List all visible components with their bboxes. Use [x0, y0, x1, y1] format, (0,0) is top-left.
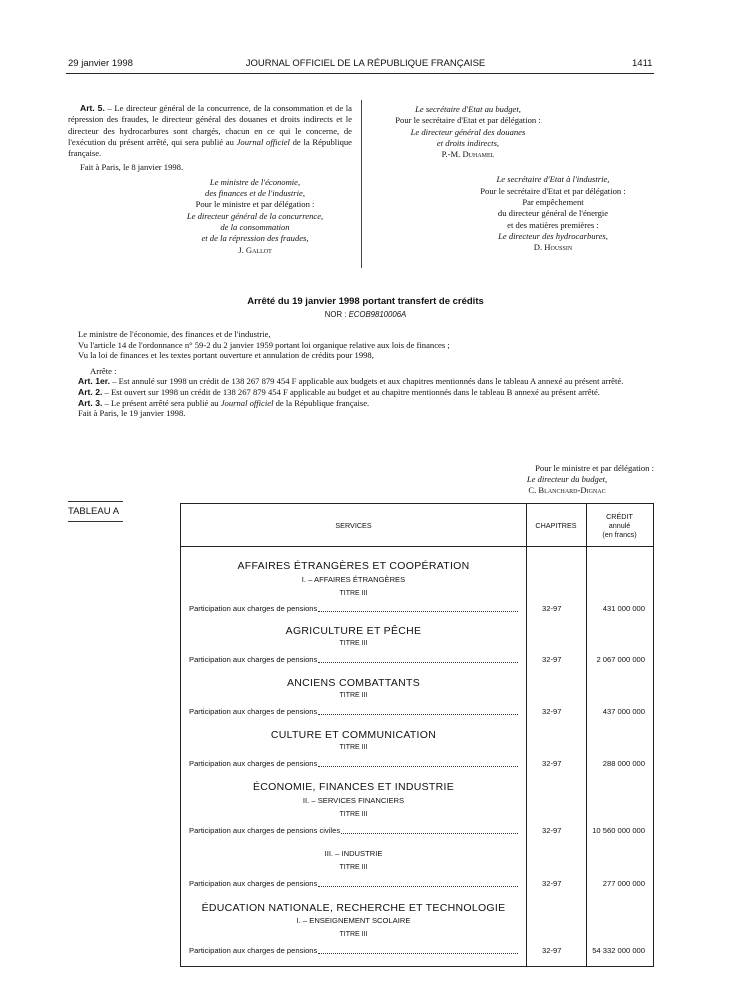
- art1-label: Art. 1er.: [78, 376, 111, 387]
- ministry-heading: ÉCONOMIE, FINANCES ET INDUSTRIE: [252, 781, 455, 793]
- art5-jo: Journal officiel: [236, 136, 290, 147]
- column-separator: [361, 100, 362, 268]
- table-row: [189, 707, 649, 718]
- row-leader-dots: [318, 766, 518, 767]
- table-row: [189, 655, 649, 666]
- left-sig-line-1: Le ministre de l'économie,: [209, 176, 301, 187]
- table-row: [189, 879, 649, 890]
- art2-paragraph: [78, 387, 654, 398]
- th-credit-3: (en francs): [602, 530, 637, 539]
- row-amount: 288 000 000: [602, 759, 645, 768]
- decree-nor: [0, 310, 731, 319]
- titre-heading: TITRE III: [339, 931, 368, 938]
- prev-decree-left-column: [68, 103, 352, 256]
- row-label: Participation aux charges de pensions: [189, 879, 318, 888]
- tableau-a: [180, 503, 654, 967]
- right-sig1-line-3: Le directeur général des douanes: [410, 126, 526, 137]
- table-row: [189, 604, 649, 615]
- row-label: Participation aux charges de pensions: [189, 604, 318, 613]
- sub-heading: I. – AFFAIRES ÉTRANGÈRES: [301, 575, 406, 584]
- right-sig1-line-4: et droits indirects,: [436, 137, 500, 148]
- header-divider: [181, 546, 653, 547]
- row-amount: 277 000 000: [602, 879, 645, 888]
- row-amount: 2 067 000 000: [596, 655, 645, 664]
- decree-fait: Fait à Paris, le 19 janvier 1998.: [78, 408, 186, 419]
- sub-heading: I. – ENSEIGNEMENT SCOLAIRE: [296, 916, 411, 925]
- row-amount: 10 560 000 000: [592, 826, 645, 835]
- row-leader-dots: [318, 714, 518, 715]
- th-credit: [586, 512, 653, 539]
- tableau-label: TABLEAU A: [68, 506, 120, 517]
- right-sig2-line-5: et des matières premières :: [507, 219, 599, 230]
- th-chapitres: CHAPITRES: [535, 521, 577, 530]
- art1-paragraph: [78, 376, 654, 387]
- tableau-label-rule-top: [68, 501, 123, 502]
- titre-heading: TITRE III: [339, 811, 368, 818]
- row-chapter: 32-97: [542, 826, 562, 835]
- row-leader-dots: [318, 886, 518, 887]
- art5-paragraph: [68, 103, 352, 159]
- decree-sig-line-2: Le directeur du budget,: [526, 474, 608, 484]
- titre-heading: TITRE III: [339, 640, 368, 647]
- th-credit-1: CRÉDIT: [606, 512, 633, 521]
- row-chapter: 32-97: [542, 655, 562, 664]
- art1-text: – Est annulé sur 1998 un crédit de 138 267 879 454 F applicable aux budgets et aux chapitres mentionnés dans le tableau A annexé au présent arrêté.: [110, 376, 624, 387]
- art3-end: de la République française.: [273, 397, 370, 408]
- nor-label: NOR :: [324, 310, 349, 319]
- ministry-heading: ÉDUCATION NATIONALE, RECHERCHE ET TECHNOLOGIE: [201, 902, 506, 914]
- th-services: SERVICES: [335, 521, 372, 530]
- tableau-label-rule-bottom: [68, 521, 123, 522]
- intro-line-1: Le ministre de l'économie, des finances et de l'industrie,: [78, 329, 271, 339]
- row-leader-dots: [318, 953, 518, 954]
- header-page: 1411: [632, 58, 653, 69]
- decree-sig-line-1: Pour le ministre et par délégation :: [535, 463, 654, 473]
- decree-signature: [400, 463, 654, 496]
- intro-line-2: Vu l'article 14 de l'ordonnance n° 59-2 du 2 janvier 1959 portant loi organique relative aux lois de finances ;: [78, 339, 450, 350]
- art5-label: Art. 5.: [80, 103, 105, 113]
- decree-sig-name: C. Blanchard-Dignac: [528, 485, 606, 495]
- left-signature-name: J. Gallot: [238, 244, 272, 255]
- titre-heading: TITRE III: [339, 864, 368, 871]
- row-label: Participation aux charges de pensions: [189, 946, 318, 955]
- row-leader-dots: [318, 611, 518, 612]
- row-leader-dots: [341, 833, 518, 834]
- left-signature: [158, 177, 352, 245]
- art2-text: – Est ouvert sur 1998 un crédit de 138 267 879 454 F applicable au budget et au chapitre mentionnés dans le tableau B annexé au présent arrêté.: [102, 386, 600, 397]
- art3-paragraph: [78, 398, 654, 409]
- header-date: 29 janvier 1998: [68, 58, 133, 69]
- titre-heading: TITRE III: [339, 692, 368, 699]
- table-row: [189, 946, 649, 957]
- left-sig-line-3: Pour le ministre et par délégation :: [195, 199, 315, 210]
- th-credit-2: annulé: [608, 521, 631, 530]
- left-sig-line-2: des finances et de l'industrie,: [205, 188, 305, 199]
- left-sig-line-6: et de la répression des fraudes,: [201, 233, 309, 244]
- row-amount: 54 332 000 000: [592, 946, 645, 955]
- ministry-heading: AGRICULTURE ET PÊCHE: [285, 625, 422, 637]
- ministry-heading: CULTURE ET COMMUNICATION: [270, 729, 437, 741]
- right-sig2-line-2: Pour le secrétaire d'Etat et par délégation :: [480, 185, 626, 196]
- header-rule: [66, 73, 654, 74]
- col-divider-credit: [586, 504, 587, 966]
- prev-decree-right-column: [368, 104, 658, 254]
- right-sig1-line-1: Le secrétaire d'Etat au budget,: [415, 104, 521, 114]
- right-sig2-line-3: Par empêchement: [522, 197, 584, 208]
- art5-text: – Le directeur général de la concurrence, de la consommation et de la répression des fraudes, le directeur général des douanes et droits indirects et le directeur des hydrocarbures sont chargés, chacun en ce qui le concerne, de l'exécution du présent arrêté, qui sera publié au: [68, 103, 352, 147]
- nor-code: ECOB9810006A: [348, 310, 407, 319]
- header-journal: JOURNAL OFFICIEL DE LA RÉPUBLIQUE FRANÇAISE: [245, 58, 486, 69]
- row-label: Participation aux charges de pensions: [189, 707, 318, 716]
- titre-heading: TITRE III: [339, 590, 368, 597]
- row-amount: 431 000 000: [602, 604, 645, 613]
- art2-label: Art. 2.: [78, 386, 103, 397]
- right-signature-name-1: P.-M. Duhamel: [441, 149, 495, 160]
- row-chapter: 32-97: [542, 946, 562, 955]
- arrete-label: Arrête :: [90, 365, 117, 376]
- row-amount: 437 000 000: [602, 707, 645, 716]
- col-divider-chapitres: [526, 504, 527, 966]
- right-sig2-line-4: du directeur général de l'énergie: [497, 208, 609, 219]
- row-chapter: 32-97: [542, 759, 562, 768]
- art3-jo: Journal officiel: [220, 397, 274, 408]
- right-signature-1: [368, 104, 568, 149]
- sub-heading: II. – SERVICES FINANCIERS: [302, 796, 405, 805]
- left-sig-line-5: de la consommation: [220, 221, 290, 232]
- art5-end: de la République française.: [68, 136, 352, 159]
- table-row: [189, 826, 649, 837]
- left-sig-line-4: Le directeur général de la concurrence,: [186, 210, 324, 221]
- prev-fait: Fait à Paris, le 8 janvier 1998.: [80, 162, 184, 173]
- ministry-heading: ANCIENS COMBATTANTS: [286, 677, 421, 689]
- row-chapter: 32-97: [542, 604, 562, 613]
- ministry-heading: AFFAIRES ÉTRANGÈRES ET COOPÉRATION: [237, 560, 470, 572]
- row-chapter: 32-97: [542, 707, 562, 716]
- row-label: Participation aux charges de pensions: [189, 655, 318, 664]
- art3-label: Art. 3.: [78, 397, 103, 408]
- right-sig1-line-2: Pour le secrétaire d'Etat et par délégation :: [395, 115, 541, 126]
- right-signature-name-2: D. Houssin: [533, 242, 573, 253]
- row-label: Participation aux charges de pensions civiles: [189, 826, 341, 835]
- right-sig2-line-6: Le directeur des hydrocarbures,: [498, 230, 608, 241]
- titre-heading: TITRE III: [339, 744, 368, 751]
- decree-title: Arrêté du 19 janvier 1998 portant transfert de crédits: [247, 296, 484, 307]
- right-sig2-line-1: Le secrétaire d'Etat à l'industrie,: [496, 174, 610, 185]
- row-chapter: 32-97: [542, 879, 562, 888]
- table-row: [189, 759, 649, 770]
- decree-body: [78, 329, 654, 419]
- row-leader-dots: [318, 662, 518, 663]
- right-signature-2: [453, 174, 653, 242]
- intro-line-3: Vu la loi de finances et les textes portant ouverture et annulation de crédits pour 1998,: [78, 350, 374, 361]
- row-label: Participation aux charges de pensions: [189, 759, 318, 768]
- art3-text: – Le présent arrêté sera publié au: [102, 397, 221, 408]
- sub-heading: III. – INDUSTRIE: [324, 849, 383, 858]
